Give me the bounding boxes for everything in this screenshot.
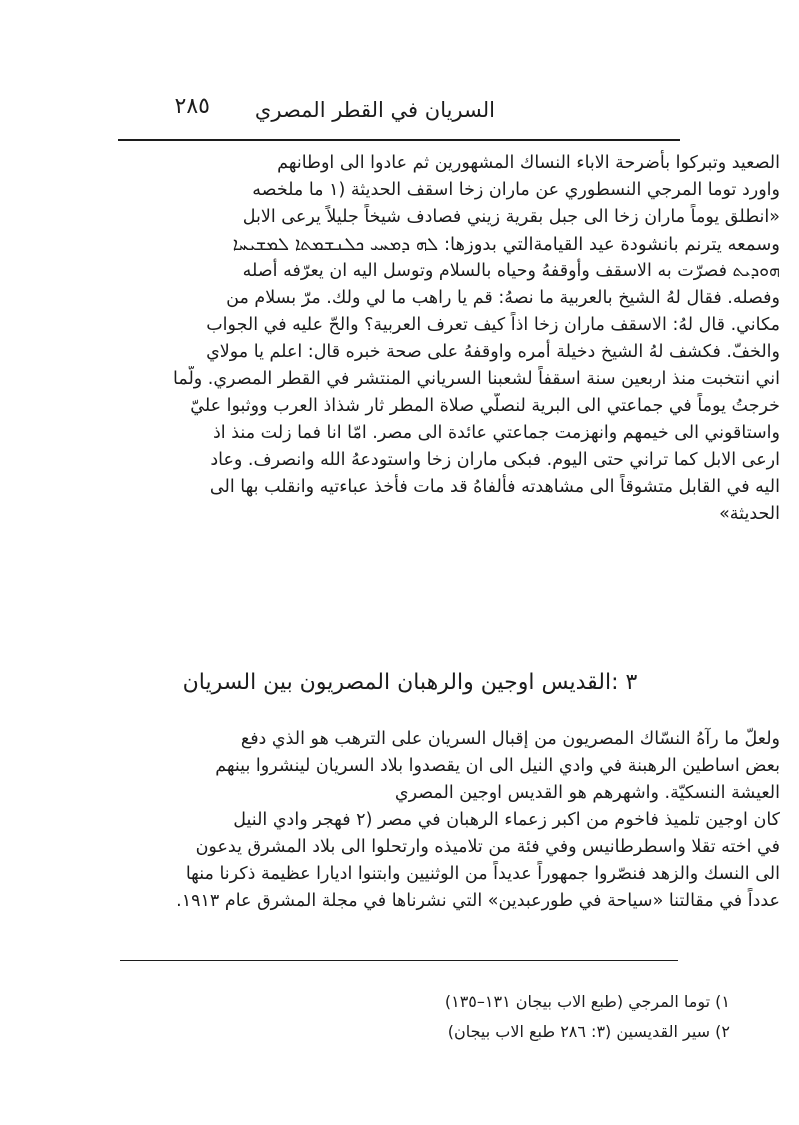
footnote: ١) توما المرجي (طبع الاب بيجان ١٣١–١٣٥) — [444, 992, 730, 1011]
text-line: وفصله. فقال لهُ الشيخ بالعربية ما نصهُ: قم يا راهب ما لي ولك. مرّ بسلام من — [226, 288, 780, 308]
section-heading: ٣ :القديس اوجين والرهبان المصريون بين السريان — [182, 670, 638, 695]
text-line: مكاني. قال لهُ: الاسقف ماران زخا اذاً كيف تعرف العربية؟ والحّ عليه في الجواب — [206, 315, 780, 335]
text-line: واورد توما المرجي النسطوري عن ماران زخا اسقف الحديثة (١ ما ملخصه — [252, 180, 780, 200]
running-title: السريان في القطر المصري — [254, 98, 495, 122]
footnote: ٢) سير القديسين (٣: ٢٨٦ طبع الاب بيجان) — [447, 1022, 730, 1041]
text-line: «انطلق يوماً ماران زخا الى جبل بقرية زيني فصادف شيخاً جليلاً يرعى الابل — [242, 207, 780, 227]
text-line: عدداً في مقالتنا «سياحة في طورعبدين» التي نشرناها في مجلة المشرق عام ١٩١٣. — [176, 891, 780, 911]
header-rule — [118, 139, 680, 141]
text-line: الى النسك والزهد فنصّروا جمهوراً عديداً من الوثنيين وابتنوا اديارا عظيمة ذكرنا منها — [185, 864, 780, 884]
page-number: ٢٨٥ — [174, 94, 210, 119]
text-line: ܗܘܕܝܬ فصرّت به الاسقف وأوقفهُ وحياه بالسلام وتوسل اليه ان يعرّفه أصله — [242, 261, 780, 281]
text-line: وسمعه يترنم بانشودة عيد القيامةالتي بدوزها: ܠܗ ܕܡܚܝ ܟܠܢܫܡܬܐ ܠܡܫܝܚܐ — [232, 234, 780, 255]
footnote-rule — [120, 960, 678, 961]
text-line: اليه في القابل متشوقاً الى مشاهدته فألفاهُ قد مات فأخذ عباءتيه وانقلب بها الى — [209, 477, 780, 497]
text-line: في اخته تقلا واسطرطانيس وفي فئة من تلاميذه وارتحلوا الى بلاد المشرق يدعون — [195, 837, 780, 857]
text-line: اني انتخبت منذ اربعين سنة اسقفاً لشعبنا السرياني المنتشر في القطر المصري. ولّما — [173, 369, 780, 389]
text-line: ولعلّ ما رآهُ النسّاك المصريون من إقبال السريان على الترهب هو الذي دفع — [240, 729, 780, 749]
text-line: الصعيد وتبركوا بأضرحة الاباء النساك المشهورين ثم عادوا الى اوطانهم — [277, 153, 780, 173]
text-line: ارعى الابل كما تراني حتى اليوم. فبكى ماران زخا واستودعهُ الله وانصرف. وعاد — [210, 450, 780, 470]
text-line: العيشة النسكيّة. واشهرهم هو القديس اوجين المصري — [394, 783, 780, 803]
text-line: بعض اساطين الرهبنة في وادي النيل الى ان يقصدوا بلاد السريان لينشروا بينهم — [215, 756, 780, 776]
text-line: والخفّ. فكشف لهُ الشيخ دخيلة أمره واوقفهُ على صحة خبره قال: اعلم يا مولاي — [206, 342, 780, 362]
text-line: كان اوجين تلميذ فاخوم من اكبر زعماء الرهبان في مصر (٢ فهجر وادي النيل — [233, 810, 780, 830]
text-line: خرجتُ يوماً في جماعتي الى البرية لنصلّي صلاة المطر ثار شذاذ العرب ووثبوا عليّ — [190, 396, 780, 416]
page-header — [120, 88, 670, 138]
section-1-body — [40, 150, 780, 528]
section-2-body — [40, 726, 780, 915]
text-line: واستاقوني الى خيمهم وانهزمت جماعتي عائدة الى مصر. امّا انا فما زلت منذ اذ — [213, 423, 780, 443]
footnotes — [40, 987, 730, 1047]
text-line: الحديثة» — [719, 504, 780, 524]
